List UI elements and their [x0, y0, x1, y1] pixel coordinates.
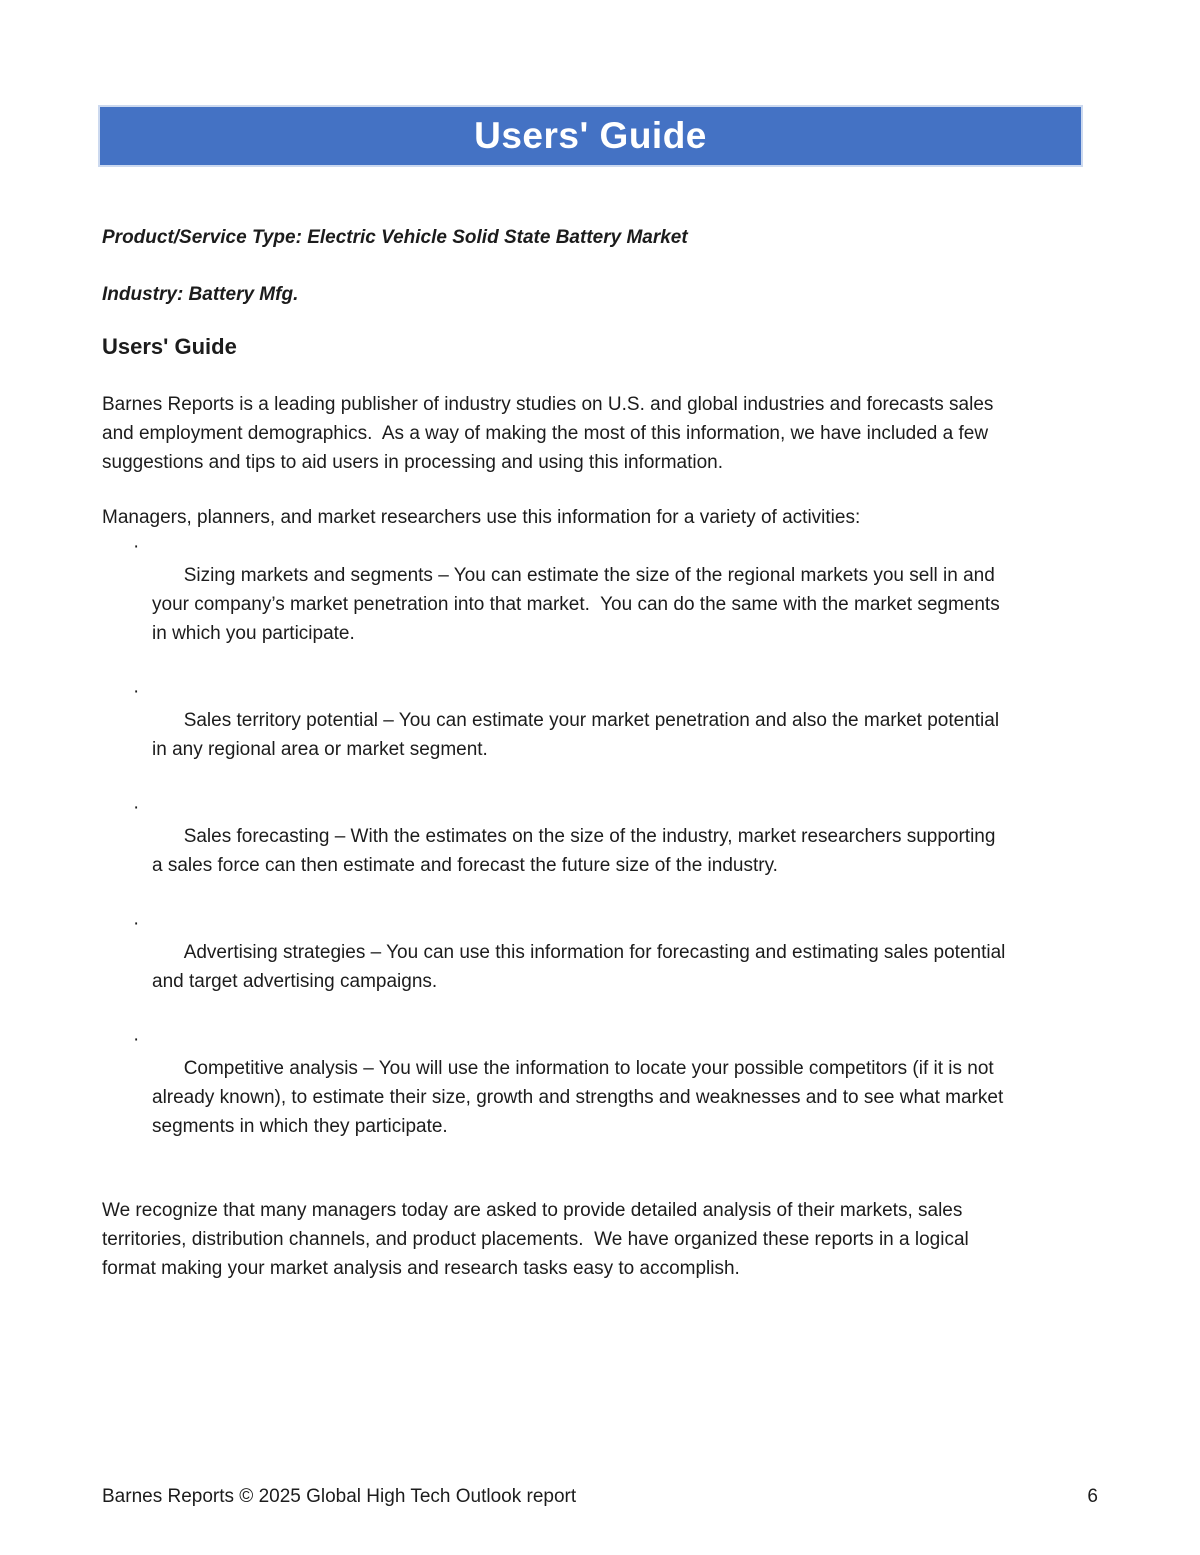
industry-line: Industry: Battery Mfg.	[102, 284, 299, 305]
list-item	[102, 532, 1010, 677]
section-heading: Users' Guide	[102, 334, 237, 359]
list-item-text: Sales territory potential – You can estimate your market penetration and also the market potential in any regional area or market segment.	[152, 710, 1005, 760]
title-banner	[98, 105, 1083, 167]
list-lead: Managers, planners, and market researchers use this information for a variety of activities:	[102, 507, 861, 528]
bullet-marker: ·	[133, 913, 140, 934]
list-item	[102, 677, 1010, 793]
page-footer	[102, 1484, 1098, 1510]
list-item-text: Sales forecasting – With the estimates on the size of the industry, market researchers supporting a sales force can then estimate and forecast the future size of the industry.	[152, 826, 1001, 876]
list-item	[102, 793, 1010, 909]
bullet-list	[102, 532, 1010, 1170]
bullet-marker: ·	[133, 797, 140, 818]
list-item	[102, 909, 1010, 1025]
list-item	[102, 1025, 1010, 1170]
document-body	[102, 167, 1010, 1283]
list-item-text: Sizing markets and segments – You can estimate the size of the regional markets you sell in and your company’s market penetration into that market. You can do the same with the market segments in which you participate.	[152, 565, 1005, 644]
list-item-text: Advertising strategies – You can use this information for forecasting and estimating sales potential and target advertising campaigns.	[152, 942, 1011, 992]
footer-text: Barnes Reports © 2025 Global High Tech Outlook report	[102, 1486, 577, 1507]
bullet-marker: ·	[133, 536, 140, 557]
page-number: 6	[1087, 1486, 1098, 1507]
product-service-type-line: Product/Service Type: Electric Vehicle Solid State Battery Market	[102, 227, 688, 248]
bullet-marker: ·	[133, 681, 140, 702]
bullet-marker: ·	[133, 1029, 140, 1050]
banner-title: Users' Guide	[474, 115, 707, 156]
intro-paragraph: Barnes Reports is a leading publisher of industry studies on U.S. and global industries and forecasts sales and employment demographics. As a way of making the most of this information, we have included a few suggestions and tips to aid users in processing and using this information.	[102, 394, 999, 473]
closing-paragraph: We recognize that many managers today are asked to provide detailed analysis of their markets, sales territories, distribution channels, and product placements. We have organized these reports in a logical format making your market analysis and research tasks easy to accomplish.	[102, 1200, 975, 1279]
list-item-text: Competitive analysis – You will use the information to locate your possible competitors (if it is not already known), to estimate their size, growth and strengths and weaknesses and to see what market segments in which they participate.	[152, 1058, 1009, 1137]
